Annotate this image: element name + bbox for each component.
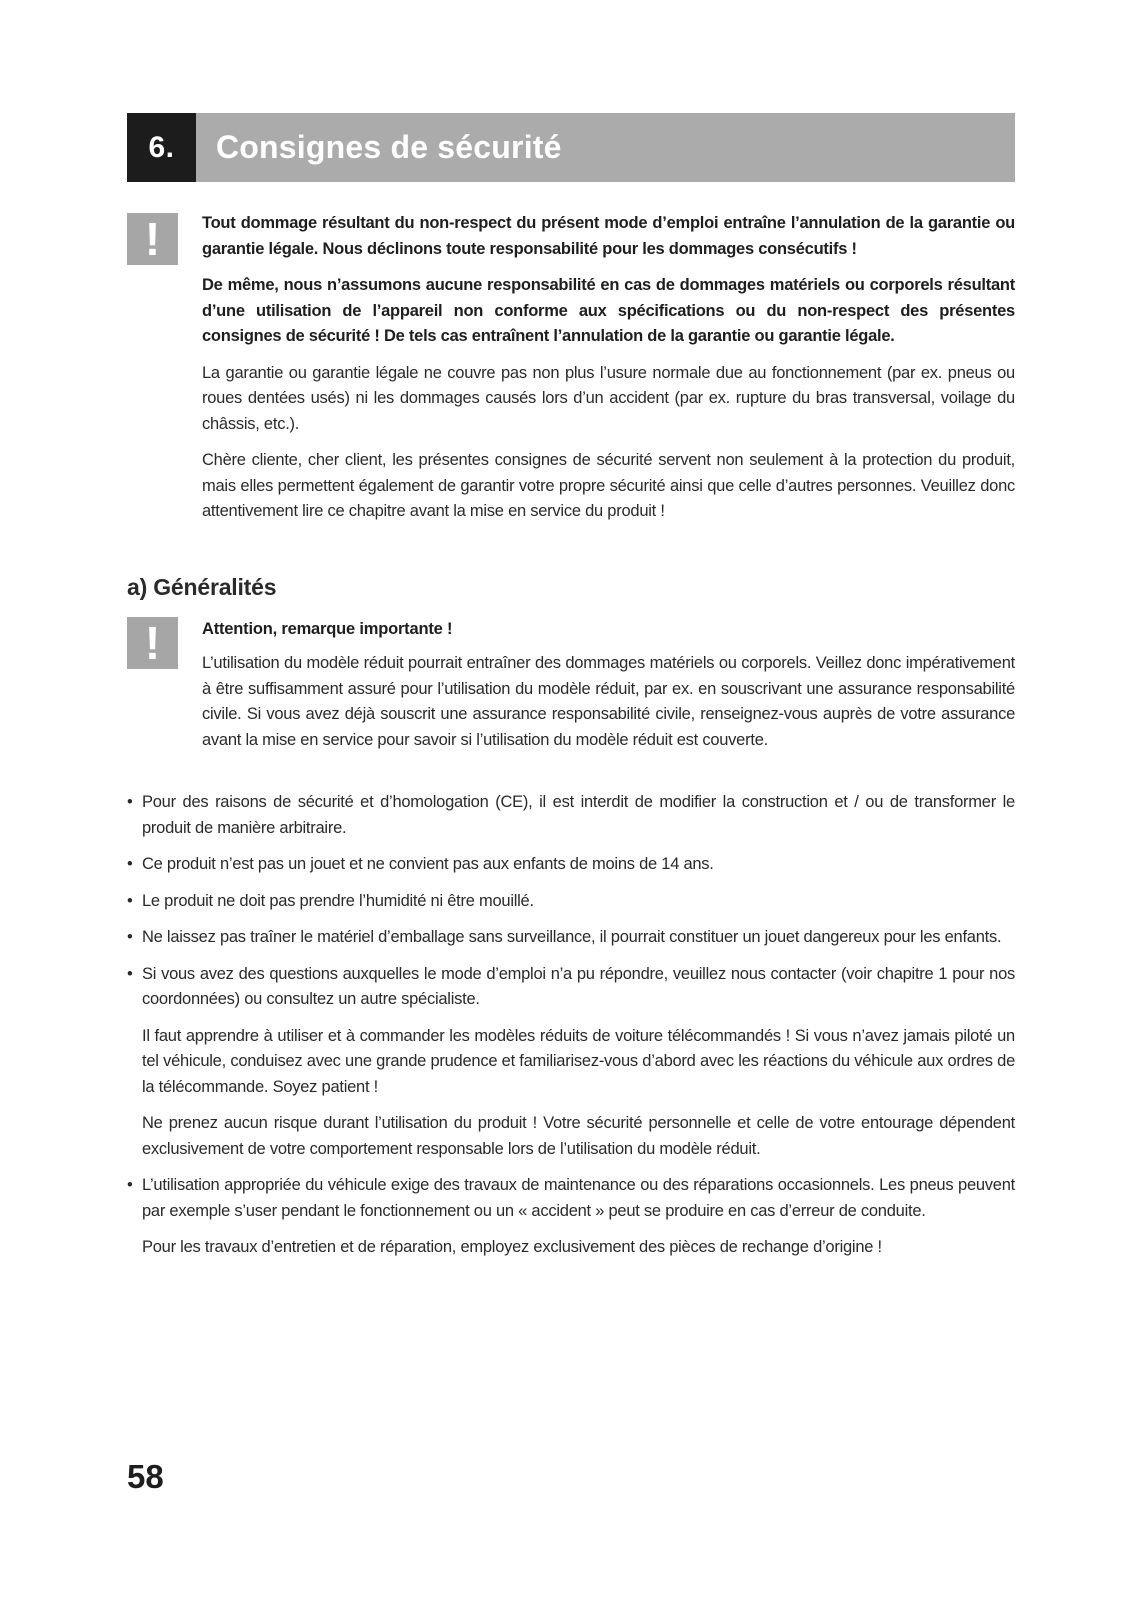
intro-block xyxy=(202,211,1015,525)
bullet-icon: • xyxy=(127,793,133,811)
warning-icon: ! xyxy=(127,617,178,669)
bullet-icon: • xyxy=(127,1176,133,1194)
bullet-icon: • xyxy=(127,855,133,873)
intro-paragraph: Chère cliente, cher client, les présentes consignes de sécurité servent non seulement à la protection du produit, mais elles permettent également de garantir votre propre sécurité ainsi que celle d’autres personnes. Veuillez donc attentivement lire ce chapitre avant la mise en service du produit ! xyxy=(202,451,1015,520)
list-item xyxy=(127,790,1015,841)
page-number: 58 xyxy=(127,1458,164,1495)
safety-bullet-list xyxy=(127,790,1015,1261)
intro-paragraph: Tout dommage résultant du non-respect du présent mode d’emploi entraîne l’annulation de la garantie ou garantie légale. Nous déclinons toute responsabilité pour les dommages consécutifs ! xyxy=(202,214,1015,258)
bullet-continuation: Ne prenez aucun risque durant l’utilisation du produit ! Votre sécurité personnelle et celle de votre entourage dépendent exclusivement de votre comportement responsable lors de l’utilisation du modèle réduit. xyxy=(142,1114,1015,1158)
attention-title: Attention, remarque importante ! xyxy=(202,620,453,638)
bullet-icon: • xyxy=(127,964,133,983)
bullet-text: Pour des raisons de sécurité et d’homologation (CE), il est interdit de modifier la construction et / ou de transformer le produit de manière arbitraire. xyxy=(142,793,1015,837)
section-number: 6. xyxy=(127,113,196,182)
intro-paragraph: De même, nous n’assumons aucune responsabilité en cas de dommages matériels ou corporels résultant d’une utilisation de l’appareil non conforme aux spécifications ou du non-respect des présentes consignes de sécurité ! De tels cas entraînent l’annulation de la garantie ou garantie légale. xyxy=(202,276,1015,345)
list-item xyxy=(127,889,1015,915)
warning-icon: ! xyxy=(127,213,178,265)
list-item xyxy=(127,962,1015,1013)
subsection-title: a) Généralités xyxy=(127,574,277,600)
intro-paragraph: La garantie ou garantie légale ne couvre pas non plus l’usure normale due au fonctionnement (par ex. pneus ou roues dentées usés) ni les dommages causés lors d’un accident (par ex. rupture du bras transversal, voilage du châssis, etc.). xyxy=(202,363,1015,433)
bullet-text: Si vous avez des questions auxquelles le mode d’emploi n’a pu répondre, veuillez nous contacter (voir chapitre 1 pour nos coordonnées) ou consultez un autre spécialiste. xyxy=(142,964,1015,1008)
section-header xyxy=(127,113,1015,182)
bullet-text: Ce produit n’est pas un jouet et ne convient pas aux enfants de moins de 14 ans. xyxy=(142,855,714,873)
list-item xyxy=(127,925,1015,951)
list-item xyxy=(127,852,1015,878)
attention-block xyxy=(202,617,1015,753)
bullet-continuation: Il faut apprendre à utiliser et à commander les modèles réduits de voiture télécommandés ! Si vous n’avez jamais piloté un tel véhicule, conduisez avec une grande prudence et familiarisez-vous d’abord avec les réactions du véhicule aux ordres de la télécommande. Soyez patient ! xyxy=(142,1026,1015,1096)
list-item xyxy=(127,1173,1015,1224)
bullet-text: Le produit ne doit pas prendre l’humidité ni être mouillé. xyxy=(142,891,534,910)
section-title: Consignes de sécurité xyxy=(196,113,1015,182)
bullet-continuation: Pour les travaux d’entretien et de réparation, employez exclusivement des pièces de rechange d’origine ! xyxy=(142,1238,882,1256)
bullet-icon: • xyxy=(127,891,133,910)
bullet-text: L’utilisation appropriée du véhicule exige des travaux de maintenance ou des réparations occasionnels. Les pneus peuvent par exemple s’user pendant le fonctionnement ou un « accident » peut se produire en cas d’erreur de conduite. xyxy=(142,1176,1015,1220)
bullet-text: Ne laissez pas traîner le matériel d’emballage sans surveillance, il pourrait constituer un jouet dangereux pour les enfants. xyxy=(142,928,1002,946)
attention-text: L’utilisation du modèle réduit pourrait entraîner des dommages matériels ou corporels. Veillez donc impérativement à être suffisamment assuré pour l’utilisation du modèle réduit, par ex. en souscrivant une assurance responsabilité civile. Si vous avez déjà souscrit une assurance responsabilité civile, renseignez-vous auprès de votre assurance avant la mise en service pour savoir si l’utilisation du modèle réduit est couverte. xyxy=(202,654,1015,749)
bullet-icon: • xyxy=(127,928,133,946)
